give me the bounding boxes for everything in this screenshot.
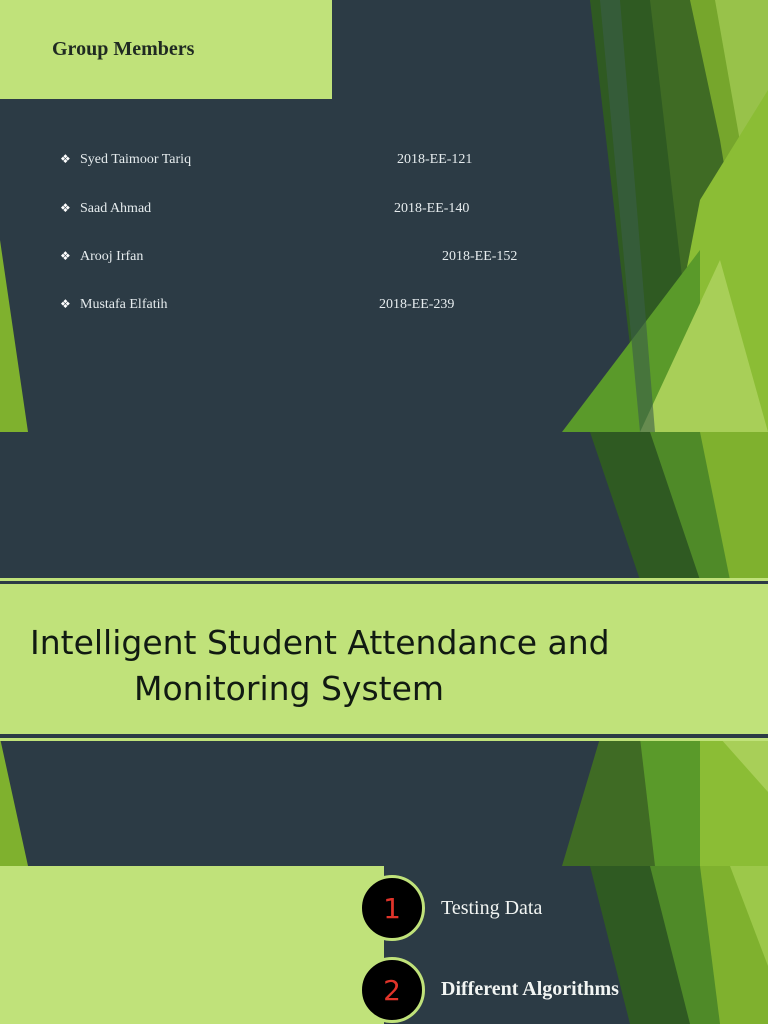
member-reg: 2018-EE-239 <box>379 297 455 312</box>
divider <box>0 578 768 581</box>
list-item <box>60 152 600 172</box>
slide-title: Group Members <box>52 38 195 60</box>
list-item <box>60 249 600 269</box>
title-line-1: Intelligent Student Attendance and <box>30 623 610 662</box>
member-reg: 2018-EE-140 <box>394 201 470 216</box>
title-line-2: Monitoring System <box>134 669 445 708</box>
agenda-item-label: Different Algorithms <box>441 978 619 1000</box>
member-name: Syed Taimoor Tariq <box>80 152 192 167</box>
number-badge: 2 <box>359 957 425 1023</box>
diamond-bullet-icon: ❖ <box>60 249 71 263</box>
slide-title-page <box>0 432 768 866</box>
agenda-box <box>0 866 384 1024</box>
list-item <box>60 297 600 317</box>
agenda-item-label: Testing Data <box>441 897 543 919</box>
title-band <box>0 584 768 734</box>
member-name: Mustafa Elfatih <box>80 297 168 312</box>
list-item <box>60 201 600 221</box>
slide-group-members <box>0 0 768 432</box>
member-name: Arooj Irfan <box>80 249 144 264</box>
members-list <box>0 0 600 432</box>
diamond-bullet-icon: ❖ <box>60 152 71 166</box>
presentation-title <box>30 620 750 712</box>
member-reg: 2018-EE-121 <box>397 152 473 167</box>
member-name: Saad Ahmad <box>80 201 152 216</box>
number-badge: 1 <box>359 875 425 941</box>
diamond-bullet-icon: ❖ <box>60 297 71 311</box>
member-reg: 2018-EE-152 <box>442 249 518 264</box>
slide-agenda <box>0 866 768 1024</box>
diamond-bullet-icon: ❖ <box>60 201 71 215</box>
divider <box>0 738 768 741</box>
